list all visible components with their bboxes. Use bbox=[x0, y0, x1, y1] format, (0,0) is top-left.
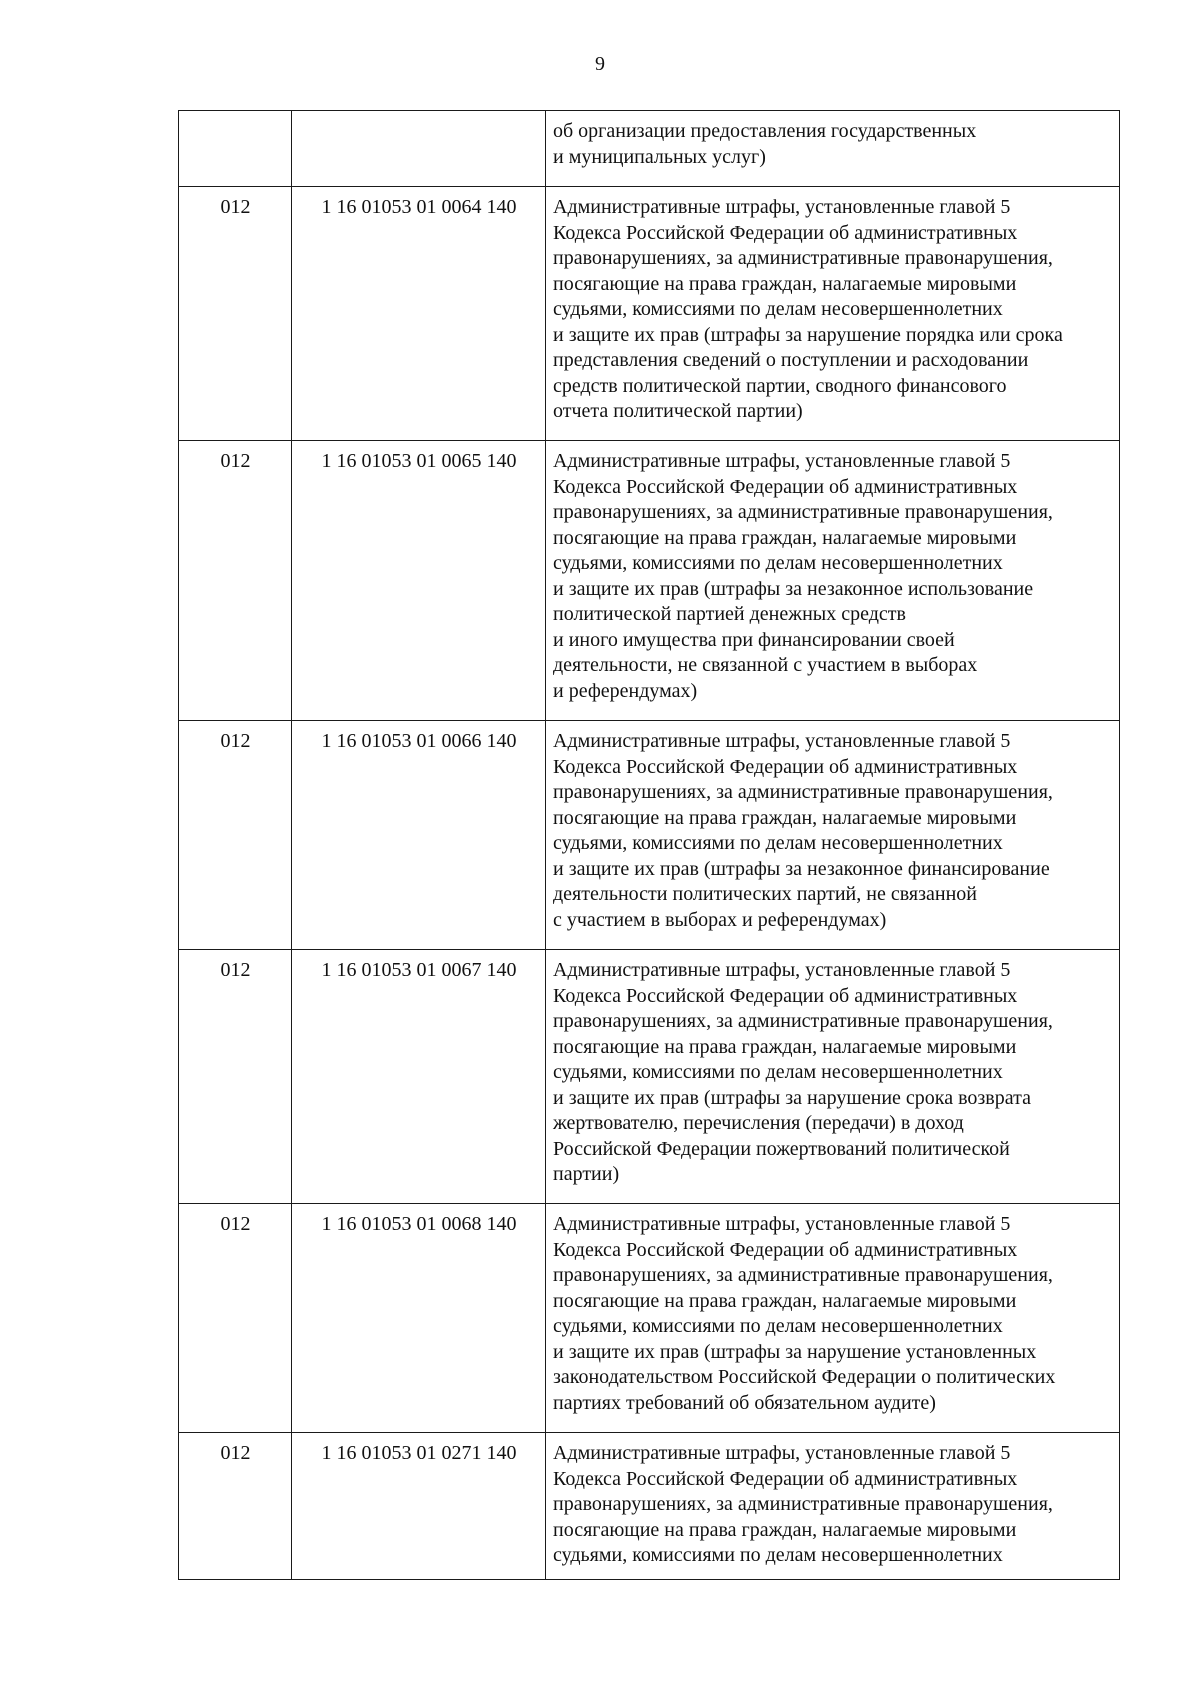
description-line: и защите их прав (штрафы за незаконное использование bbox=[553, 577, 1034, 600]
budget-code-cell: 1 16 01053 01 0271 140 bbox=[292, 1433, 546, 1580]
description-cell bbox=[546, 950, 1120, 1204]
table-row bbox=[179, 187, 1120, 441]
description-line: Административные штрафы, установленные главой 5 bbox=[553, 959, 1011, 981]
description-cell bbox=[546, 441, 1120, 721]
description-line: посягающие на права граждан, налагаемые мировыми bbox=[553, 1035, 1017, 1058]
description-line: Кодекса Российской Федерации об административных bbox=[553, 1467, 1018, 1490]
page-number: 9 bbox=[595, 53, 605, 75]
admin-code-cell: 012 bbox=[179, 1433, 292, 1580]
description-line: судьями, комиссиями по делам несовершеннолетних bbox=[553, 552, 1003, 574]
description-line: Кодекса Российской Федерации об административных bbox=[553, 755, 1018, 778]
description-line: Кодекса Российской Федерации об административных bbox=[553, 984, 1018, 1007]
description-line: судьями, комиссиями по делам несовершеннолетних bbox=[553, 832, 1003, 854]
description-line: законодательством Российской Федерации о политических bbox=[553, 1366, 1056, 1388]
description-line: Административные штрафы, установленные главой 5 bbox=[553, 196, 1011, 218]
description-line: посягающие на права граждан, налагаемые мировыми bbox=[553, 526, 1017, 549]
description-line: об организации предоставления государственных bbox=[553, 120, 977, 142]
description-cell bbox=[546, 1433, 1120, 1580]
admin-code-cell bbox=[179, 111, 292, 187]
description-line: Кодекса Российской Федерации об административных bbox=[553, 221, 1018, 244]
description-line: политической партией денежных средств bbox=[553, 603, 906, 625]
description-line: Административные штрафы, установленные главой 5 bbox=[553, 730, 1011, 752]
description-line: посягающие на права граждан, налагаемые мировыми bbox=[553, 1518, 1017, 1541]
description-line: правонарушениях, за административные правонарушения, bbox=[553, 1493, 1053, 1515]
admin-code-cell: 012 bbox=[179, 1204, 292, 1433]
table-row bbox=[179, 441, 1120, 721]
description-cell bbox=[546, 111, 1120, 187]
description-line: Административные штрафы, установленные главой 5 bbox=[553, 450, 1011, 472]
description-line: Кодекса Российской Федерации об административных bbox=[553, 475, 1018, 498]
description-line: Российской Федерации пожертвований политической bbox=[553, 1137, 1010, 1160]
description-line: Кодекса Российской Федерации об административных bbox=[553, 1238, 1018, 1261]
description-line: и иного имущества при финансировании своей bbox=[553, 628, 955, 651]
budget-code-cell: 1 16 01053 01 0064 140 bbox=[292, 187, 546, 441]
description-line: правонарушениях, за административные правонарушения, bbox=[553, 1264, 1053, 1286]
admin-code-cell: 012 bbox=[179, 721, 292, 950]
table-row bbox=[179, 1204, 1120, 1433]
description-line: с участием в выборах и референдумах) bbox=[553, 908, 887, 931]
table-row bbox=[179, 721, 1120, 950]
admin-code-cell: 012 bbox=[179, 187, 292, 441]
description-line: и защите их прав (штрафы за нарушение порядка или срока bbox=[553, 323, 1063, 346]
description-cell bbox=[546, 721, 1120, 950]
budget-code-cell: 1 16 01053 01 0067 140 bbox=[292, 950, 546, 1204]
description-line: деятельности, не связанной с участием в выборах bbox=[553, 654, 978, 676]
budget-code-cell: 1 16 01053 01 0068 140 bbox=[292, 1204, 546, 1433]
description-line: жертвователю, перечисления (передачи) в доход bbox=[553, 1112, 964, 1134]
description-line: и референдумах) bbox=[553, 679, 698, 702]
description-line: судьями, комиссиями по делам несовершеннолетних bbox=[553, 1544, 1003, 1566]
revenue-codes-table bbox=[178, 110, 1120, 1580]
description-line: деятельности политических партий, не связанной bbox=[553, 883, 977, 905]
table-row bbox=[179, 950, 1120, 1204]
admin-code-cell: 012 bbox=[179, 950, 292, 1204]
description-line: Административные штрафы, установленные главой 5 bbox=[553, 1213, 1011, 1235]
budget-code-cell: 1 16 01053 01 0066 140 bbox=[292, 721, 546, 950]
description-cell bbox=[546, 187, 1120, 441]
description-line: судьями, комиссиями по делам несовершеннолетних bbox=[553, 298, 1003, 320]
description-line: судьями, комиссиями по делам несовершеннолетних bbox=[553, 1315, 1003, 1337]
description-line: правонарушениях, за административные правонарушения, bbox=[553, 1010, 1053, 1032]
description-line: посягающие на права граждан, налагаемые мировыми bbox=[553, 1289, 1017, 1312]
description-line: посягающие на права граждан, налагаемые мировыми bbox=[553, 806, 1017, 829]
table-row bbox=[179, 1433, 1120, 1580]
description-line: судьями, комиссиями по делам несовершеннолетних bbox=[553, 1061, 1003, 1083]
description-line: и защите их прав (штрафы за нарушение установленных bbox=[553, 1340, 1037, 1363]
description-line: и муниципальных услуг) bbox=[553, 145, 766, 168]
description-cell bbox=[546, 1204, 1120, 1433]
description-line: средств политической партии, сводного финансового bbox=[553, 374, 1007, 397]
budget-code-cell: 1 16 01053 01 0065 140 bbox=[292, 441, 546, 721]
description-line: правонарушениях, за административные правонарушения, bbox=[553, 247, 1053, 269]
table-row bbox=[179, 111, 1120, 187]
description-line: Административные штрафы, установленные главой 5 bbox=[553, 1442, 1011, 1464]
description-line: правонарушениях, за административные правонарушения, bbox=[553, 501, 1053, 523]
description-line: посягающие на права граждан, налагаемые мировыми bbox=[553, 272, 1017, 295]
description-line: правонарушениях, за административные правонарушения, bbox=[553, 781, 1053, 803]
description-line: партиях требований об обязательном аудите) bbox=[553, 1391, 936, 1414]
description-line: и защите их прав (штрафы за нарушение срока возврата bbox=[553, 1086, 1031, 1109]
description-line: отчета политической партии) bbox=[553, 400, 803, 422]
admin-code-cell: 012 bbox=[179, 441, 292, 721]
description-line: партии) bbox=[553, 1163, 620, 1185]
description-line: представления сведений о поступлении и расходовании bbox=[553, 349, 1029, 371]
description-line: и защите их прав (штрафы за незаконное финансирование bbox=[553, 857, 1050, 880]
budget-code-cell bbox=[292, 111, 546, 187]
